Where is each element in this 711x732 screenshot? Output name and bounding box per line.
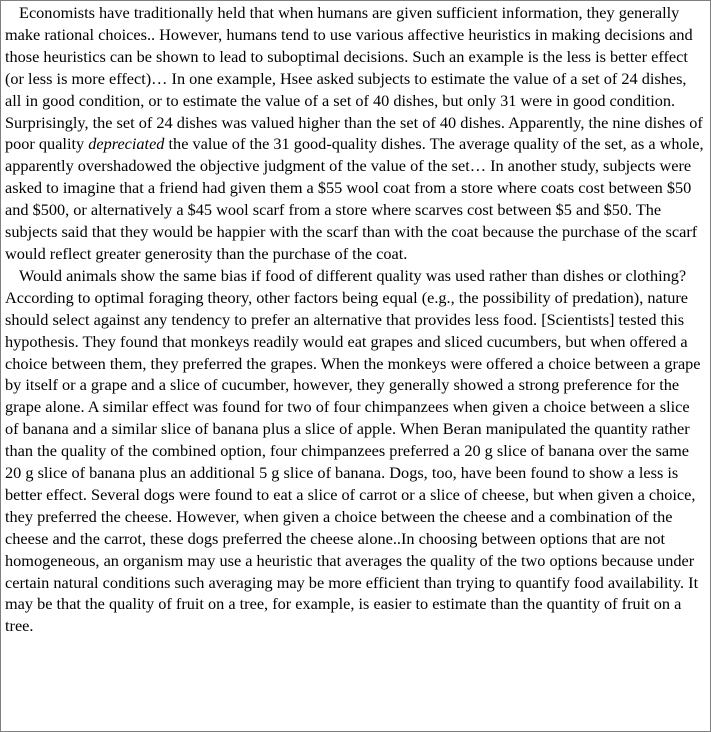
paragraph-1-text-start: Economists have traditionally held that when humans are given sufficient information, they generally make rational choices.. However, humans tend to use various affective heuristics in making decisions and those heuristics can be shown to lead to suboptimal decisions. Such an example is the less is better effect (or less is more effect)… In one example, Hsee asked subjects to estimate the value of a set of 24 dishes, all in good condition, or to estimate the value of a set of 40 dishes, but only 31 were in good condition. Surprisingly, the set of 24 dishes was valued higher than the set of 40 dishes. Apparently, the nine dishes of poor quality bbox=[5, 3, 703, 154]
paragraph-2 bbox=[5, 265, 706, 637]
paragraph-2-text: Would animals show the same bias if food of different quality was used rather than dishes or clothing? According to optimal foraging theory, other factors being equal (e.g., the possibility of predation), nature should select against any tendency to prefer an alternative that provides less food. [Scientists] tested this hypothesis. They found that monkeys readily would eat grapes and sliced cucumbers, but when offered a choice between them, they preferred the grapes. When the monkeys were offered a choice between a grape by itself or a grape and a slice of cucumber, however, they generally showed a strong preference for the grape alone. A similar effect was found for two of four chimpanzees when given a choice between a slice of banana and a similar slice of banana plus a slice of apple. When Beran manipulated the quantity rather than the quality of the combined option, four chimpanzees preferred a 20 g slice of banana over the same 20 g slice of banana plus an additional 5 g slice of banana. Dogs, too, have been found to show a less is better effect. Several dogs were found to eat a slice of carrot or a slice of cheese, but when given a choice, they preferred the cheese. However, when given a choice between the cheese and a combination of the cheese and the carrot, these dogs preferred the cheese alone..In choosing between options that are not homogeneous, an organism may use a heuristic that averages the quality of the two options because under certain natural conditions such averaging may be more efficient than trying to quantify food availability. It may be that the quality of fruit on a tree, for example, is easier to estimate than the quantity of fruit on a tree. bbox=[5, 265, 701, 636]
paragraph-1-italic-word: depreciated bbox=[88, 134, 165, 154]
paragraph-1 bbox=[5, 2, 706, 265]
paragraph-1-text-end: the value of the 31 good-quality dishes. The average quality of the set, as a whole, apparently overshadowed the objective judgment of the value of the set… In another study, subjects were asked to imagine that a friend had given them a $55 wool coat from a store where coats cost between $50 and $500, or alternatively a $45 wool scarf from a store where scarves cost between $5 and $50. The subjects said that they would be happier with the scarf than with the coat because the purchase of the scarf would reflect greater generosity than the purchase of the coat. bbox=[5, 134, 704, 263]
